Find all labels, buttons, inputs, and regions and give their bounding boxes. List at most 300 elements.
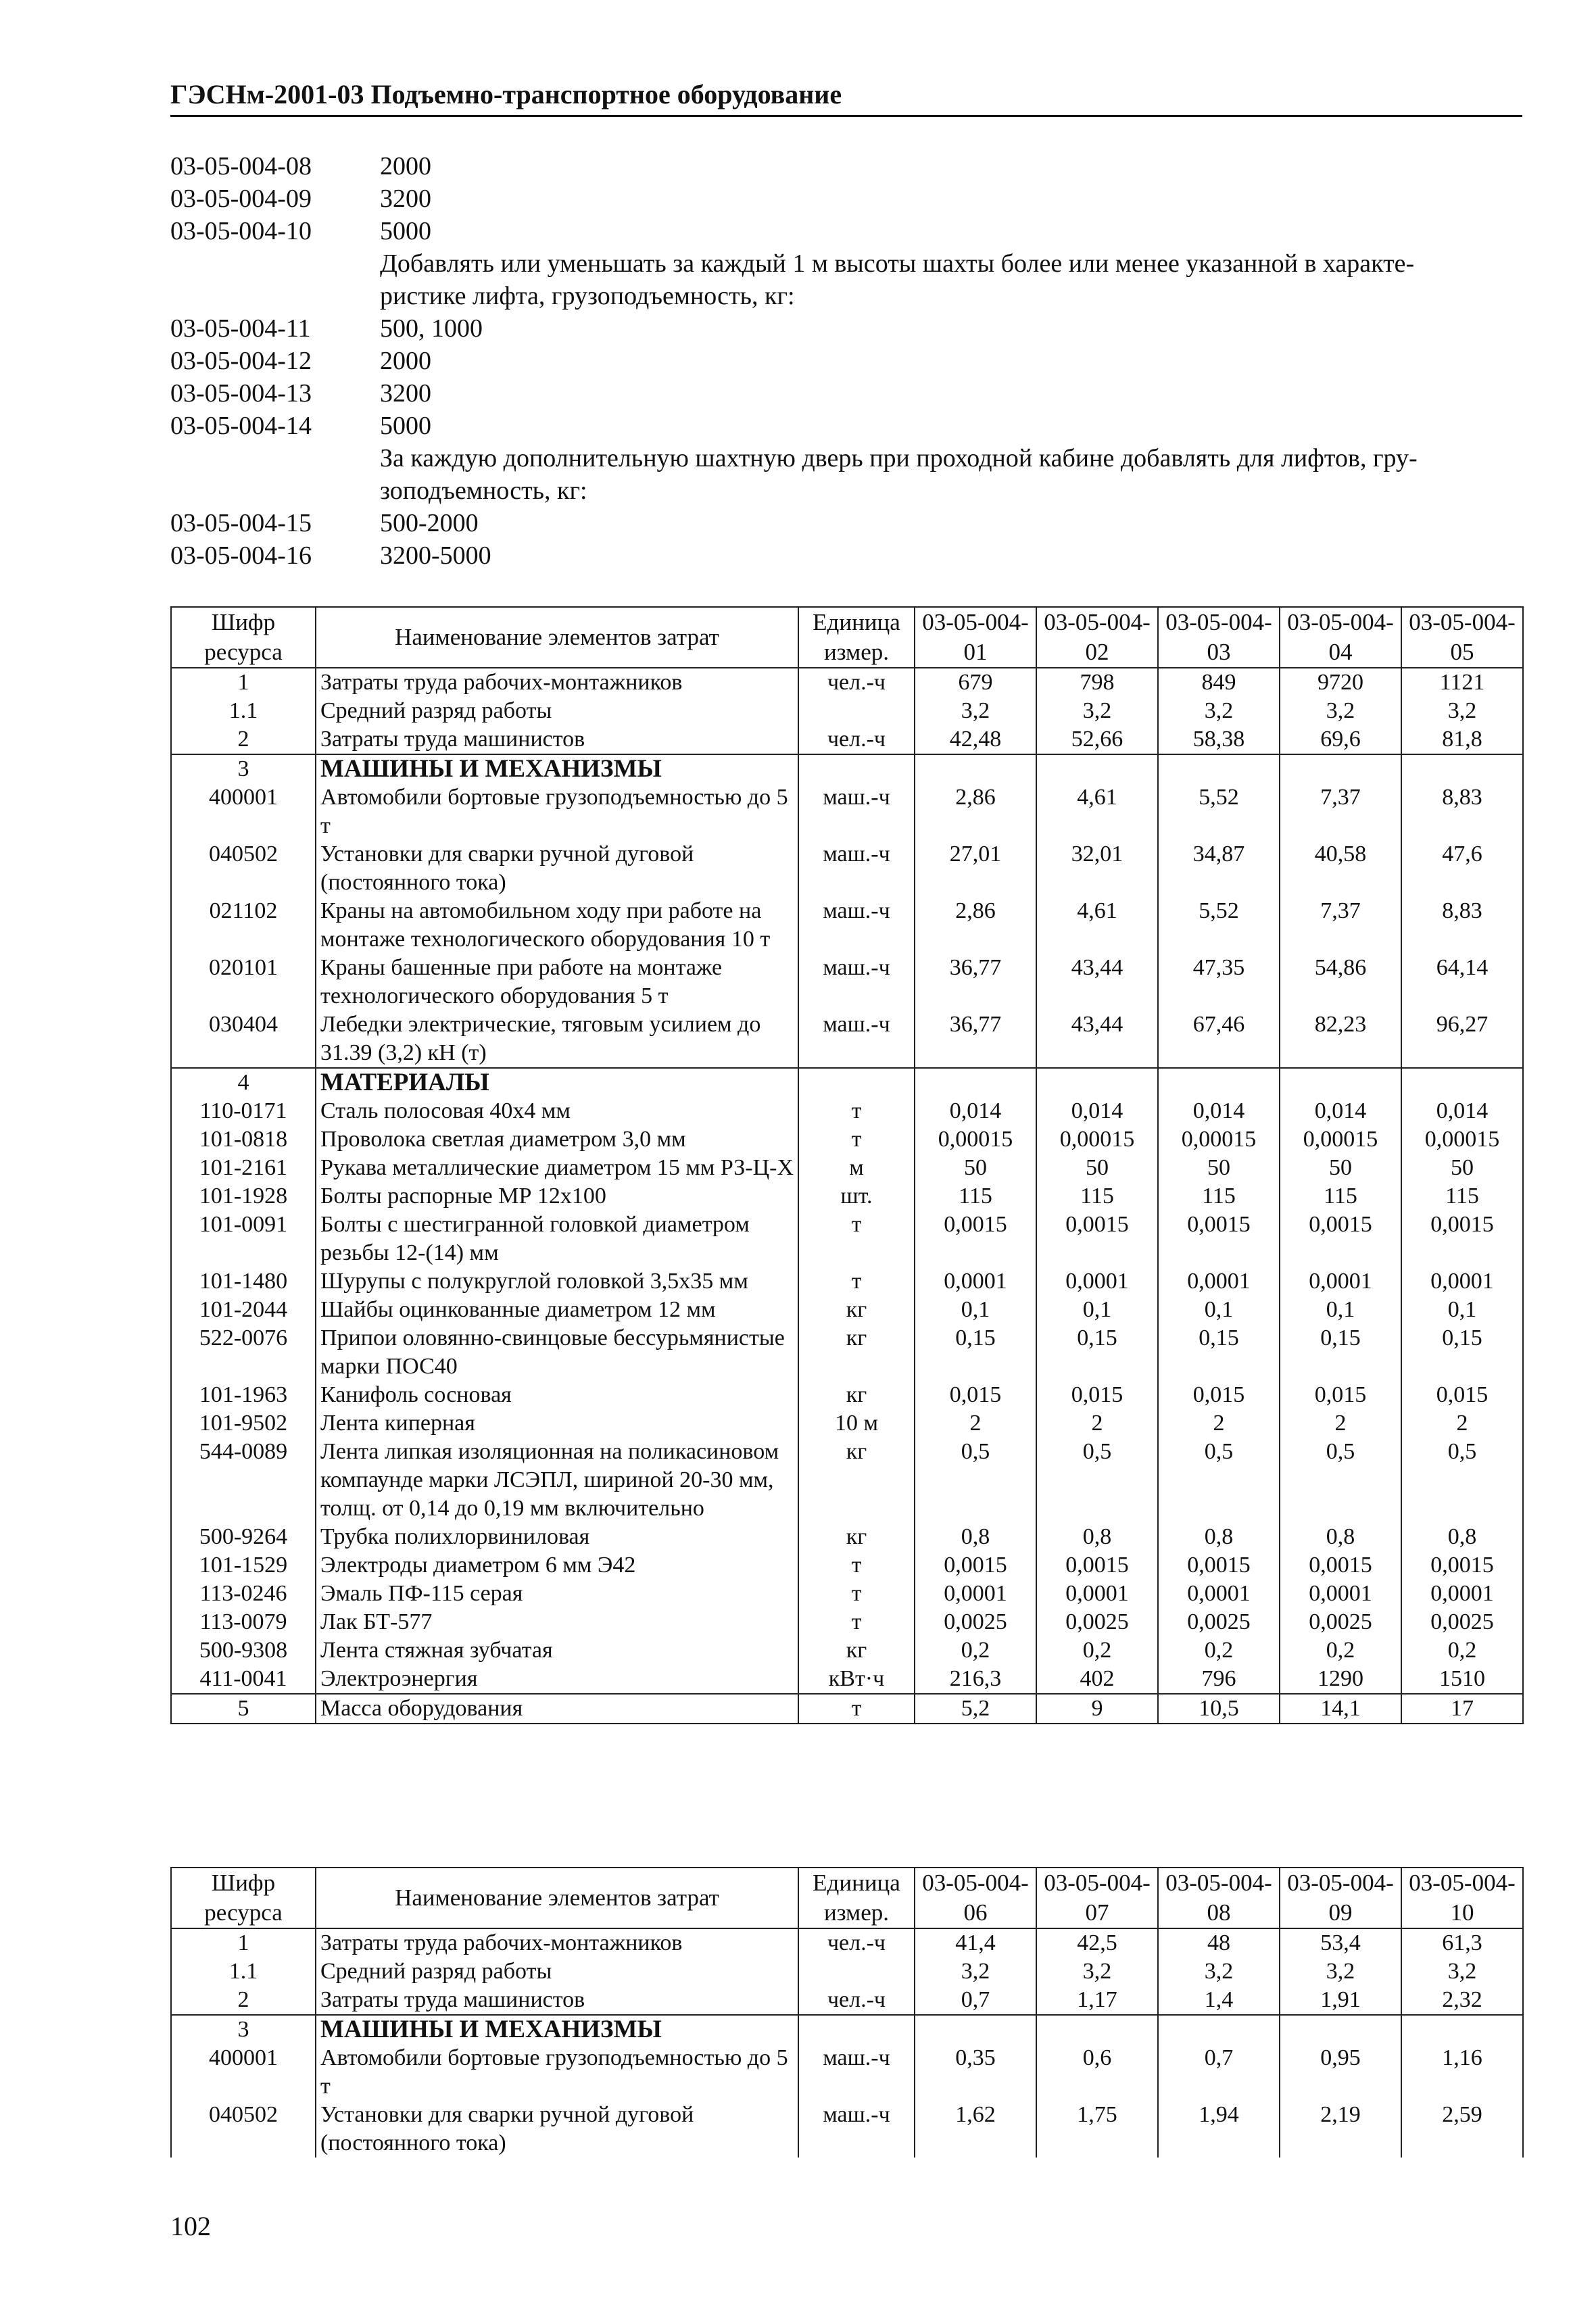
cell-unit (798, 1957, 915, 1986)
intro-code: 03-05-004-09 (170, 185, 312, 213)
cell-code: 400001 (171, 2044, 316, 2101)
table-row (171, 954, 1523, 1010)
cell-code: 1 (171, 668, 316, 697)
cell-unit: шт. (798, 1182, 915, 1211)
cell-name: Шурупы с полукруглой головкой 3,5х35 мм (316, 1267, 798, 1296)
table-row (171, 1010, 1523, 1068)
cell-value: 3,2 (1280, 697, 1401, 725)
cell-value: 0,0015 (1158, 1211, 1280, 1267)
cell-code: 113-0246 (171, 1580, 316, 1608)
cell-value: 50 (1158, 1154, 1280, 1182)
cell-value: 0,0001 (1158, 1267, 1280, 1296)
cell-code: 500-9308 (171, 1636, 316, 1665)
cell-code: 1 (171, 1928, 316, 1957)
cell-value: 0,014 (915, 1097, 1036, 1125)
cell-value: 0,15 (1036, 1324, 1158, 1381)
cell-value: 4,61 (1036, 783, 1158, 840)
cell-name: Средний разряд работы (316, 1957, 798, 1986)
cell-name: Эмаль ПФ-115 серая (316, 1580, 798, 1608)
cell-value: 41,4 (915, 1928, 1036, 1957)
cell-value: 0,0001 (915, 1267, 1036, 1296)
cell-value: 7,37 (1280, 783, 1401, 840)
cell-value: 47,6 (1401, 840, 1523, 897)
cell-unit: кг (798, 1381, 915, 1409)
table-row (171, 1324, 1523, 1381)
cell-name: Лебедки электрические, тяговым усилием до 31.39 (3,2) кН (т) (316, 1010, 798, 1068)
intro-text: 3200 (380, 379, 431, 408)
table-row (171, 1267, 1523, 1296)
header-col: 03-05-004-01 (915, 607, 1036, 668)
cell-value: 8,83 (1401, 783, 1523, 840)
cell-value: 0,15 (1280, 1324, 1401, 1381)
cell-code: 040502 (171, 2101, 316, 2158)
table-row (171, 1957, 1523, 1986)
cell-value: 1,75 (1036, 2101, 1158, 2158)
cell-value: 4,61 (1036, 897, 1158, 954)
cell-value: 5,52 (1158, 783, 1280, 840)
cell-name: Электроэнергия (316, 1665, 798, 1694)
cell-unit: маш.-ч (798, 840, 915, 897)
cell-unit: маш.-ч (798, 954, 915, 1010)
intro-line (170, 507, 1529, 539)
cell-value: 0,2 (1036, 1636, 1158, 1665)
cell-value: 58,38 (1158, 725, 1280, 754)
cell-value (915, 2015, 1036, 2044)
cell-name: Установки для сварки ручной дуговой (постоянного тока) (316, 2101, 798, 2158)
cell-code: 2 (171, 1986, 316, 2015)
cell-unit: 10 м (798, 1409, 915, 1438)
table-row (171, 1636, 1523, 1665)
cell-value: 67,46 (1158, 1010, 1280, 1068)
table-row (171, 1182, 1523, 1211)
cell-name: Автомобили бортовые грузоподъемностью до 5 т (316, 2044, 798, 2101)
cell-value: 0,0001 (915, 1580, 1036, 1608)
cell-code: 101-1529 (171, 1551, 316, 1580)
header-col: 03-05-004-04 (1280, 607, 1401, 668)
intro-text: 5000 (380, 412, 431, 440)
cell-unit: т (798, 1267, 915, 1296)
cell-code: 4 (171, 1068, 316, 1097)
cell-value: 0,0001 (1401, 1267, 1523, 1296)
cell-code: 2 (171, 725, 316, 754)
cell-value: 115 (1280, 1182, 1401, 1211)
cell-value: 0,015 (1280, 1381, 1401, 1409)
cell-value (1036, 2015, 1158, 2044)
cell-unit: кВт·ч (798, 1665, 915, 1694)
cell-value: 849 (1158, 668, 1280, 697)
cell-code: 5 (171, 1694, 316, 1724)
cell-value (1280, 754, 1401, 783)
cell-value: 2,19 (1280, 2101, 1401, 2158)
table-row (171, 668, 1523, 697)
cell-value: 27,01 (915, 840, 1036, 897)
cell-value: 34,87 (1158, 840, 1280, 897)
table-row (171, 1125, 1523, 1154)
cell-name: Проволока светлая диаметром 3,0 мм (316, 1125, 798, 1154)
cell-value: 1121 (1401, 668, 1523, 697)
cell-code: 1.1 (171, 1957, 316, 1986)
table-row (171, 1296, 1523, 1324)
cell-value: 54,86 (1280, 954, 1401, 1010)
header-name: Наименование элементов затрат (316, 607, 798, 668)
cell-value: 43,44 (1036, 1010, 1158, 1068)
cell-code: 101-9502 (171, 1409, 316, 1438)
cell-value: 61,3 (1401, 1928, 1523, 1957)
intro-text: 3200-5000 (380, 541, 491, 570)
cell-value: 0,014 (1401, 1097, 1523, 1125)
cell-value (1158, 754, 1280, 783)
header-row (171, 1868, 1523, 1928)
table-row (171, 1097, 1523, 1125)
cell-value: 0,0015 (1036, 1211, 1158, 1267)
cell-value: 2,86 (915, 897, 1036, 954)
cell-value: 0,2 (1158, 1636, 1280, 1665)
table-header (171, 1868, 1523, 1928)
cell-unit (798, 1068, 915, 1097)
cell-name: Затраты труда машинистов (316, 725, 798, 754)
intro-text: 5000 (380, 217, 431, 245)
cell-value: 3,2 (1036, 697, 1158, 725)
cell-code: 3 (171, 754, 316, 783)
cell-unit: маш.-ч (798, 1010, 915, 1068)
cell-value: 96,27 (1401, 1010, 1523, 1068)
cell-value: 47,35 (1158, 954, 1280, 1010)
cell-value: 402 (1036, 1665, 1158, 1694)
cell-value: 115 (1036, 1182, 1158, 1211)
cell-value: 0,5 (1158, 1438, 1280, 1523)
cell-value: 1,94 (1158, 2101, 1280, 2158)
intro-code: 03-05-004-13 (170, 379, 312, 408)
section-row (171, 754, 1523, 783)
cell-code: 500-9264 (171, 1523, 316, 1551)
cell-code: 113-0079 (171, 1608, 316, 1636)
page-header (170, 74, 1522, 117)
table-body (171, 1928, 1523, 2158)
intro-text: 2000 (380, 152, 431, 180)
cell-name: Краны на автомобильном ходу при работе на монтаже технологического оборудования 10 т (316, 897, 798, 954)
cell-code: 021102 (171, 897, 316, 954)
cell-value: 0,5 (915, 1438, 1036, 1523)
intro-text: 3200 (380, 185, 431, 213)
cell-name: Электроды диаметром 6 мм Э42 (316, 1551, 798, 1580)
cell-unit: маш.-ч (798, 783, 915, 840)
cell-value: 0,0025 (915, 1608, 1036, 1636)
cell-value: 42,5 (1036, 1928, 1158, 1957)
cell-value: 0,5 (1280, 1438, 1401, 1523)
cell-name: Болты распорные МР 12х100 (316, 1182, 798, 1211)
cell-value: 0,0015 (1280, 1211, 1401, 1267)
cell-value: 1,4 (1158, 1986, 1280, 2015)
cell-code: 110-0171 (171, 1097, 316, 1125)
cell-unit: т (798, 1551, 915, 1580)
intro-line (170, 312, 1529, 345)
cell-value: 0,0015 (915, 1551, 1036, 1580)
header-unit: Единица измер. (798, 1868, 915, 1928)
footer-row (171, 1694, 1523, 1724)
intro-note: Добавлять или уменьшать за каждый 1 м высоты шахты более или менее указанной в характе- (380, 249, 1415, 278)
table-row (171, 1438, 1523, 1523)
intro-line (170, 345, 1529, 377)
intro-code: 03-05-004-10 (170, 217, 312, 245)
cell-value (1158, 1068, 1280, 1097)
section-title: МАШИНЫ И МЕХАНИЗМЫ (316, 754, 798, 783)
table-row (171, 1580, 1523, 1608)
cell-value: 5,2 (915, 1694, 1036, 1724)
cell-code: 030404 (171, 1010, 316, 1068)
cell-value: 0,0001 (1280, 1267, 1401, 1296)
header-col: 03-05-004-06 (915, 1868, 1036, 1928)
cell-value: 2 (915, 1409, 1036, 1438)
cell-value: 679 (915, 668, 1036, 697)
cell-name: Лента киперная (316, 1409, 798, 1438)
cell-value (1158, 2015, 1280, 2044)
cell-name: Автомобили бортовые грузоподъемностью до 5 т (316, 783, 798, 840)
cell-value: 0,1 (1036, 1296, 1158, 1324)
cell-value: 0,0001 (1036, 1267, 1158, 1296)
intro-code: 03-05-004-12 (170, 347, 312, 375)
cell-value: 0,0015 (1280, 1551, 1401, 1580)
cell-value (1401, 2015, 1523, 2044)
cell-value: 0,015 (1036, 1381, 1158, 1409)
section-row (171, 1068, 1523, 1097)
cell-value: 50 (915, 1154, 1036, 1182)
table-row (171, 840, 1523, 897)
cell-value (1401, 754, 1523, 783)
cell-value: 2,59 (1401, 2101, 1523, 2158)
cell-value: 0,5 (1401, 1438, 1523, 1523)
cell-value: 2 (1036, 1409, 1158, 1438)
intro-list (170, 150, 1529, 572)
cell-value: 64,14 (1401, 954, 1523, 1010)
cell-value: 0,7 (1158, 2044, 1280, 2101)
cell-value: 0,15 (1401, 1324, 1523, 1381)
cell-name: Затраты труда рабочих-монтажников (316, 1928, 798, 1957)
cell-value: 115 (1158, 1182, 1280, 1211)
cell-value: 1,17 (1036, 1986, 1158, 2015)
table-row (171, 1409, 1523, 1438)
section-row (171, 2015, 1523, 2044)
cell-value: 0,0001 (1401, 1580, 1523, 1608)
resource-table-2 (170, 1867, 1524, 2158)
intro-line (170, 539, 1529, 572)
page-number: 102 (170, 2211, 211, 2241)
cell-value: 0,00015 (1401, 1125, 1523, 1154)
cell-value: 50 (1036, 1154, 1158, 1182)
cell-value: 3,2 (1280, 1957, 1401, 1986)
cell-value: 17 (1401, 1694, 1523, 1724)
cell-value: 0,8 (1280, 1523, 1401, 1551)
cell-value (1036, 1068, 1158, 1097)
section-title: МАТЕРИАЛЫ (316, 1068, 798, 1097)
table-row (171, 1211, 1523, 1267)
intro-text: 500-2000 (380, 509, 479, 537)
header-name: Наименование элементов затрат (316, 1868, 798, 1928)
intro-line (170, 182, 1529, 215)
cell-value: 0,00015 (1280, 1125, 1401, 1154)
table-row (171, 1665, 1523, 1694)
cell-name: Установки для сварки ручной дуговой (постоянного тока) (316, 840, 798, 897)
cell-value: 69,6 (1280, 725, 1401, 754)
cell-value: 52,66 (1036, 725, 1158, 754)
cell-unit: кг (798, 1523, 915, 1551)
cell-value: 796 (1158, 1665, 1280, 1694)
cell-value: 82,23 (1280, 1010, 1401, 1068)
cell-value: 3,2 (1401, 697, 1523, 725)
header-col: 03-05-004-05 (1401, 607, 1523, 668)
intro-code: 03-05-004-11 (170, 314, 311, 343)
cell-value (1280, 1068, 1401, 1097)
cell-value: 1,62 (915, 2101, 1036, 2158)
cell-value: 0,1 (915, 1296, 1036, 1324)
cell-value: 7,37 (1280, 897, 1401, 954)
cell-value: 32,01 (1036, 840, 1158, 897)
cell-name: Лента липкая изоляционная на поликасиновом компаунде марки ЛСЭПЛ, шириной 20-30 мм, толщ. от 0,14 до 0,19 мм включительно (316, 1438, 798, 1523)
cell-unit (798, 697, 915, 725)
cell-unit (798, 754, 915, 783)
table-row (171, 725, 1523, 754)
table-row (171, 2101, 1523, 2158)
intro-note: ристике лифта, грузоподъемность, кг: (380, 282, 795, 310)
table-row (171, 1551, 1523, 1580)
cell-value: 1290 (1280, 1665, 1401, 1694)
table-row (171, 1381, 1523, 1409)
intro-note: зоподъемность, кг: (380, 477, 587, 505)
cell-value: 3,2 (1158, 697, 1280, 725)
header-col: 03-05-004-09 (1280, 1868, 1401, 1928)
intro-line (170, 215, 1529, 247)
cell-value: 10,5 (1158, 1694, 1280, 1724)
cell-value: 3,2 (1401, 1957, 1523, 1986)
cell-value: 0,014 (1280, 1097, 1401, 1125)
cell-unit: чел.-ч (798, 725, 915, 754)
cell-value: 40,58 (1280, 840, 1401, 897)
intro-line (170, 377, 1529, 410)
table-row (171, 1608, 1523, 1636)
intro-code: 03-05-004-14 (170, 412, 312, 440)
cell-value: 0,15 (915, 1324, 1036, 1381)
cell-value: 0,8 (1158, 1523, 1280, 1551)
cell-name: Трубка полихлорвиниловая (316, 1523, 798, 1551)
cell-value: 14,1 (1280, 1694, 1401, 1724)
cell-value: 50 (1401, 1154, 1523, 1182)
cell-name: Средний разряд работы (316, 697, 798, 725)
cell-value: 0,0001 (1280, 1580, 1401, 1608)
header-row (171, 607, 1523, 668)
cell-value: 2,32 (1401, 1986, 1523, 2015)
intro-line (170, 150, 1529, 182)
cell-name: Краны башенные при работе на монтаже технологического оборудования 5 т (316, 954, 798, 1010)
document-title: ГЭСНм-2001-03 Подъемно-транспортное оборудование (170, 79, 842, 109)
cell-value: 36,77 (915, 954, 1036, 1010)
cell-value (1280, 2015, 1401, 2044)
table-row (171, 2044, 1523, 2101)
cell-name: Сталь полосовая 40х4 мм (316, 1097, 798, 1125)
cell-name: Болты с шестигранной головкой диаметром резьбы 12-(14) мм (316, 1211, 798, 1267)
cell-value: 3,2 (915, 697, 1036, 725)
resource-table-1 (170, 606, 1524, 1724)
cell-name: Канифоль сосновая (316, 1381, 798, 1409)
header-col: 03-05-004-10 (1401, 1868, 1523, 1928)
header-col: 03-05-004-07 (1036, 1868, 1158, 1928)
cell-value: 8,83 (1401, 897, 1523, 954)
cell-value: 0,014 (1036, 1097, 1158, 1125)
cell-value: 0,35 (915, 2044, 1036, 2101)
cell-value: 0,1 (1280, 1296, 1401, 1324)
cell-value: 0,0001 (1158, 1580, 1280, 1608)
cell-value: 3,2 (915, 1957, 1036, 1986)
cell-value: 0,2 (915, 1636, 1036, 1665)
cell-unit: т (798, 1211, 915, 1267)
cell-code: 101-2161 (171, 1154, 316, 1182)
cell-value (915, 1068, 1036, 1097)
cell-value: 50 (1280, 1154, 1401, 1182)
cell-value: 1,16 (1401, 2044, 1523, 2101)
cell-code: 101-0818 (171, 1125, 316, 1154)
intro-note: За каждую дополнительную шахтную дверь при проходной кабине добавлять для лифтов, гру- (380, 444, 1418, 472)
cell-value: 1,91 (1280, 1986, 1401, 2015)
cell-value: 43,44 (1036, 954, 1158, 1010)
cell-value: 0,015 (1401, 1381, 1523, 1409)
cell-value: 0,15 (1158, 1324, 1280, 1381)
cell-value: 2 (1401, 1409, 1523, 1438)
cell-value: 0,2 (1280, 1636, 1401, 1665)
header-code: Шифр ресурса (171, 1868, 316, 1928)
cell-value: 0,0015 (1401, 1551, 1523, 1580)
table-row (171, 897, 1523, 954)
cell-value: 216,3 (915, 1665, 1036, 1694)
cell-unit: т (798, 1580, 915, 1608)
cell-value: 0,00015 (915, 1125, 1036, 1154)
table-row (171, 1986, 1523, 2015)
table-row (171, 1928, 1523, 1957)
intro-code: 03-05-004-15 (170, 509, 312, 537)
cell-unit: т (798, 1125, 915, 1154)
cell-value: 0,015 (915, 1381, 1036, 1409)
header-code: Шифр ресурса (171, 607, 316, 668)
intro-code: 03-05-004-08 (170, 152, 312, 180)
cell-code: 544-0089 (171, 1438, 316, 1523)
cell-value: 0,0001 (1036, 1580, 1158, 1608)
cell-code: 101-1963 (171, 1381, 316, 1409)
cell-value: 0,00015 (1036, 1125, 1158, 1154)
table-row (171, 1154, 1523, 1182)
intro-text: 500, 1000 (380, 314, 483, 343)
cell-value: 0,8 (915, 1523, 1036, 1551)
cell-value: 0,8 (1401, 1523, 1523, 1551)
cell-code: 3 (171, 2015, 316, 2044)
cell-name: Рукава металлические диаметром 15 мм РЗ-Ц-Х (316, 1154, 798, 1182)
cell-name: Шайбы оцинкованные диаметром 12 мм (316, 1296, 798, 1324)
table-row (171, 783, 1523, 840)
cell-value: 42,48 (915, 725, 1036, 754)
cell-unit: маш.-ч (798, 2101, 915, 2158)
cell-value: 0,014 (1158, 1097, 1280, 1125)
cell-unit: т (798, 1694, 915, 1724)
cell-value: 0,0015 (1158, 1551, 1280, 1580)
table-row (171, 697, 1523, 725)
cell-value: 0,95 (1280, 2044, 1401, 2101)
cell-value (1036, 754, 1158, 783)
cell-value: 0,7 (915, 1986, 1036, 2015)
intro-text: 2000 (380, 347, 431, 375)
cell-value: 9720 (1280, 668, 1401, 697)
cell-value: 0,0015 (915, 1211, 1036, 1267)
cell-value: 0,1 (1401, 1296, 1523, 1324)
cell-value (1401, 1068, 1523, 1097)
cell-value: 1510 (1401, 1665, 1523, 1694)
cell-code: 101-0091 (171, 1211, 316, 1267)
cell-value: 0,0015 (1036, 1551, 1158, 1580)
